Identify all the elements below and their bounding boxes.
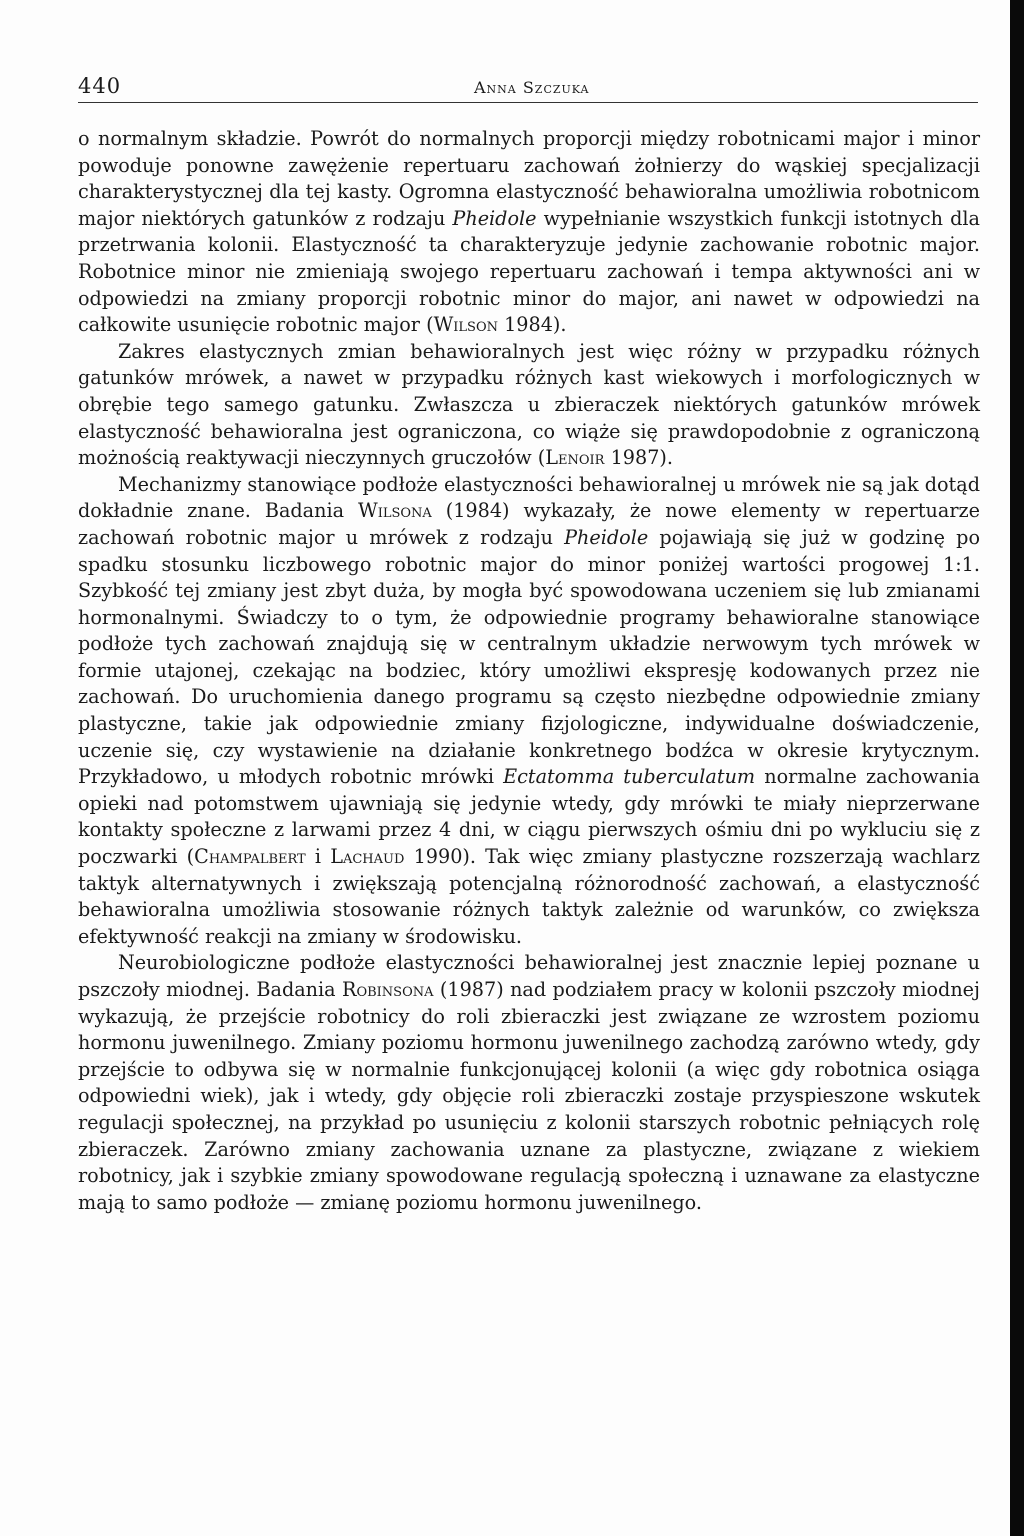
text-run: 1987). (604, 446, 673, 470)
scan-edge (1010, 0, 1024, 1536)
running-head: Anna Szczuka (474, 78, 590, 97)
text-run: wypełnianie wszystkich funkcji istotnych dla przetrwania kolonii. Elastyczność ta charakteryzuje jedynie zachowanie robotnic major. Robotnice minor nie zmieniają swojego repertuaru zachowań i tempa aktywności ani w odpowiedzi na zmiany proporcji robotnic minor do major, ani nawet w odpowiedzi na całkowite usunięcie robotnic major ( (78, 206, 980, 337)
genus-name: Pheidole (564, 525, 649, 549)
author-citation: Lachaud (330, 845, 405, 869)
body-text (78, 126, 980, 1216)
text-run: o normalnym składzie. Powrót do normalnych proporcji między robotnicami major i minor powoduje ponowne zawężenie repertuaru zachowań żołnierzy do wąskiej specjalizacji charakterystycznej dla tej kasty. Ogromna elastyczność behawioralna umożliwia robotnicom major niektórych gatunków z rodzaju (78, 127, 980, 230)
text-run: (1984) wykazały, że nowe elementy w repertuarze zachowań robotnic major u mrówek z rodzaju (78, 499, 980, 549)
text-run: pojawiają się już w godzinę po spadku stosunku liczbowego robotnic major do minor poniżej wartości progowej 1:1. Szybkość tej zmiany jest zbyt duża, by mogła być spowodowana uczeniem się lub zmianami hormonalnymi. Świadczy to o tym, że odpowiednie programy behawioralne stanowiące podłoże tych zachowań znajdują się w centralnym układzie nerwowym tych mrówek w formie utajonej, czekając na bodziec, który umożliwi ekspresję kodowanych przez nie zachowań. Do uruchomienia danego programu są często niezbędne odpowiednie zmiany plastyczne, takie jak odpowiednie zmiany fizjologiczne, indywidualne doświadczenie, uczenie się, czy wystawienie na działanie konkretnego bodźca w okresie krytycznym. Przykładowo, u młodych robotnic mrówki (78, 525, 980, 789)
paragraph (78, 126, 980, 339)
text-run: Neurobiologiczne podłoże elastyczności behawioralnej jest znacznie lepiej poznane u pszczoły miodnej. Badania (78, 951, 980, 1001)
text-run: Zakres elastycznych zmian behawioralnych jest więc różny w przypadku różnych gatunków mrówek, a nawet w przypadku różnych kast wiekowych i morfologicznych w obrębie tego samego gatunku. Zwłaszcza u zbieraczek niektórych gatunków mrówek elastyczność behawioralna jest ograniczona, co wiąże się prawdopodobnie z ograniczoną możnością reaktywacji nieczynnych gruczołów ( (78, 339, 980, 470)
text-run: i (305, 845, 331, 869)
paragraph (78, 472, 980, 951)
author-citation: Lenoir (545, 446, 605, 470)
page-number: 440 (78, 74, 122, 98)
text-run: normalne zachowania opieki nad potomstwem ujawniają się jedynie wtedy, gdy mrówki te miały nieprzerwane kontakty społeczne z larwami przez 4 dni, w ciągu pierwszych ośmiu dni po wykluciu się z poczwarki ( (78, 765, 980, 869)
author-citation: Wilson (433, 313, 498, 337)
paragraph (78, 339, 980, 472)
author-citation: Champalbert (194, 845, 306, 869)
genus-name: Ectatomma tuberculatum (503, 765, 756, 789)
text-run: Mechanizmy stanowiące podłoże elastyczności behawioralnej u mrówek nie są jak dotąd dokładnie znane. Badania (78, 472, 980, 523)
author-citation: Robinsona (342, 978, 434, 1001)
text-run: 1990). Tak więc zmiany plastyczne rozszerzają wachlarz taktyk alternatywnych i zwiększają potencjalną różnorodność zachowań, a elastyczność behawioralna umożliwia stosowanie różnych taktyk zależnie od warunków, co zwiększa efektywność reakcji na zmiany w środowisku. (78, 845, 981, 948)
author-citation: Wilsona (357, 499, 432, 523)
text-run: 1984). (498, 313, 567, 337)
paragraph (78, 950, 980, 1216)
text-run: (1987) nad podziałem pracy w kolonii pszczoły miodnej wykazują, że przejście robotnicy do roli zbieraczki jest związane ze wzrostem poziomu hormonu juwenilnego. Zmiany poziomu hormonu juwenilnego zachodzą zarówno wtedy, gdy przejście to odbywa się w normalnie funkcjonującej kolonii (a więc gdy robotnica osiąga odpowiedni wiek), jak i wtedy, gdy objęcie roli zbieraczki zostaje przyspieszone wskutek regulacji społecznej, na przykład po usunięciu z kolonii starszych robotnic pełniących rolę zbieraczek. Zarówno zmiany zachowania uznane za plastyczne, związane z wiekiem robotnicy, jak i szybkie zmiany spowodowane regulacją społeczną i uznawane za elastyczne mają to samo podłoże — zmianę poziomu hormonu juwenilnego. (78, 978, 980, 1214)
genus-name: Pheidole (452, 206, 537, 230)
page-header (78, 74, 978, 103)
